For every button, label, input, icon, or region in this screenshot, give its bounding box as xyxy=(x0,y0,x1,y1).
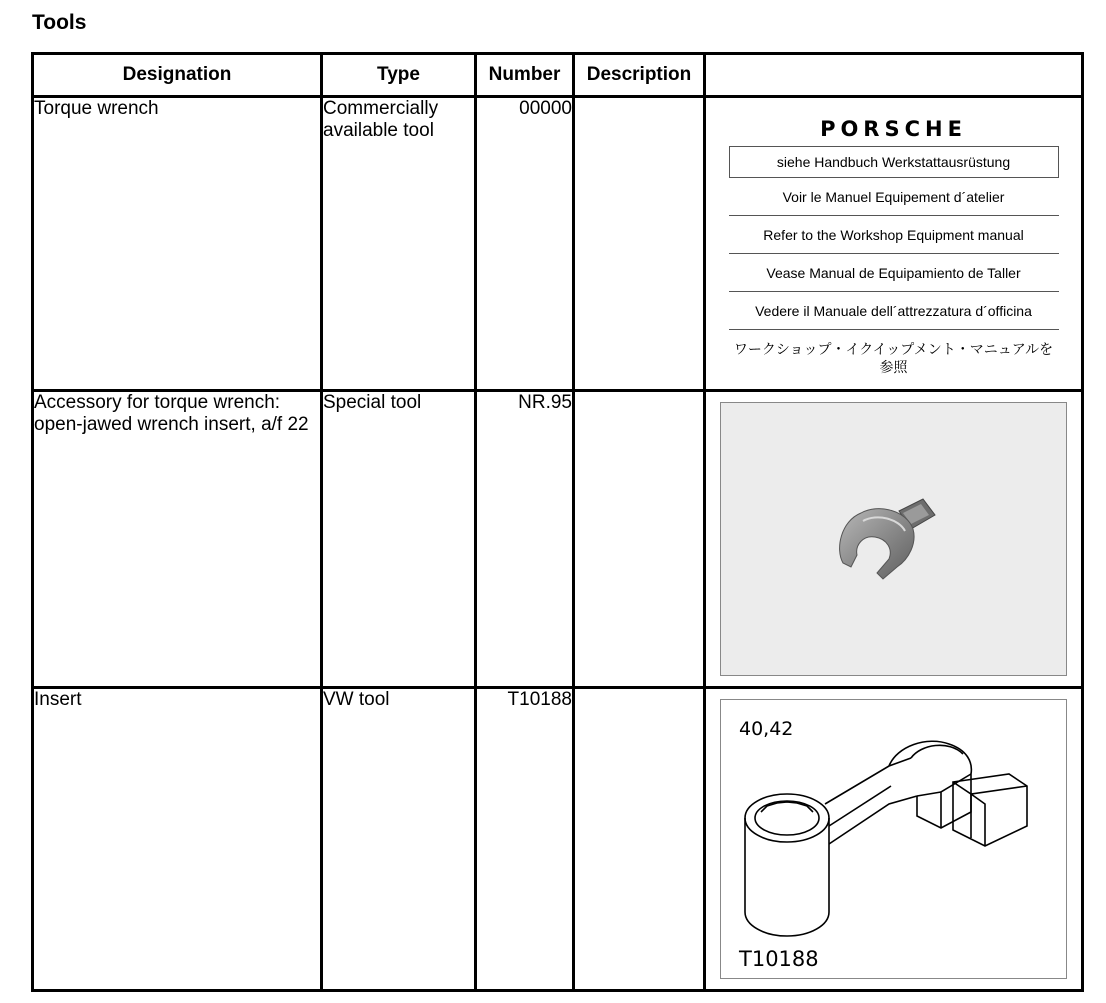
ring-spanner-insert-icon xyxy=(721,700,1063,978)
reference-line-es: Vease Manual de Equipamiento de Taller xyxy=(729,254,1059,292)
reference-line-de: siehe Handbuch Werkstattausrüstung xyxy=(729,146,1059,177)
header-type: Type xyxy=(322,54,476,97)
ring-insert-drawing xyxy=(720,699,1067,979)
cell-designation: Insert xyxy=(33,688,322,991)
cell-number: 00000 xyxy=(476,97,574,391)
cell-type: Commercially available tool xyxy=(322,97,476,391)
header-designation: Designation xyxy=(33,54,322,97)
drawing-label-top: 40,42 xyxy=(739,718,794,740)
wrench-insert-photo xyxy=(720,402,1067,676)
porsche-logo: PORSCHE xyxy=(820,117,967,141)
cell-image xyxy=(705,688,1083,991)
table-row xyxy=(33,391,1083,688)
cell-image xyxy=(705,391,1083,688)
workshop-manual-reference xyxy=(729,118,1059,385)
table-header-row xyxy=(33,54,1083,97)
cell-type: VW tool xyxy=(322,688,476,991)
cell-description xyxy=(574,97,705,391)
cell-description xyxy=(574,688,705,991)
reference-line-fr: Voir le Manuel Equipement d´atelier xyxy=(729,177,1059,216)
reference-line-en: Refer to the Workshop Equipment manual xyxy=(729,216,1059,254)
reference-line-ja: ワークショップ・イクイップメント・マニュアルを参照 xyxy=(733,341,1054,375)
table-row xyxy=(33,97,1083,391)
tools-table xyxy=(31,52,1084,992)
table-row xyxy=(33,688,1083,991)
header-description: Description xyxy=(574,54,705,97)
cell-number: NR.95 xyxy=(476,391,574,688)
drawing-label-bottom: T10188 xyxy=(739,947,819,971)
cell-description xyxy=(574,391,705,688)
cell-type: Special tool xyxy=(322,391,476,688)
cell-designation: Accessory for torque wrench: open-jawed wrench insert, a/f 22 xyxy=(33,391,322,688)
cell-number: T10188 xyxy=(476,688,574,991)
page-title: Tools xyxy=(32,11,87,34)
header-image xyxy=(705,54,1083,97)
reference-line-it: Vedere il Manuale dell´attrezzatura d´officina xyxy=(729,292,1059,330)
header-number: Number xyxy=(476,54,574,97)
cell-designation: Torque wrench xyxy=(33,97,322,391)
open-jawed-wrench-icon xyxy=(721,403,1063,675)
cell-image xyxy=(705,97,1083,391)
